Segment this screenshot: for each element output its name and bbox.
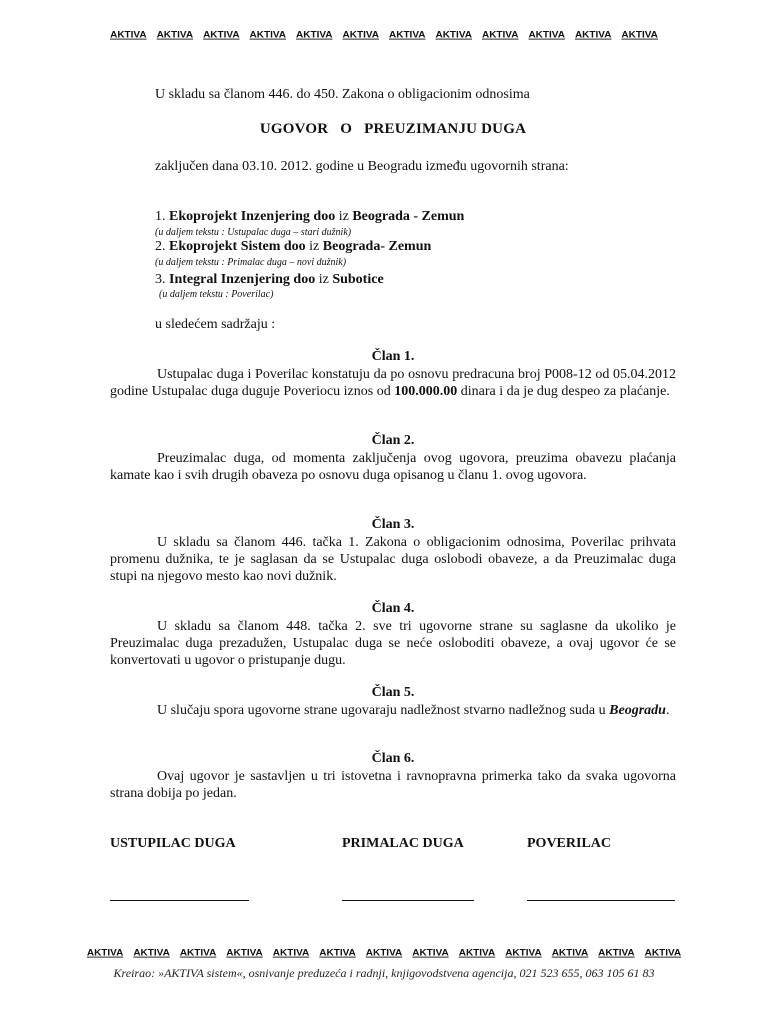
article-text: dinara i da je dug despeo za plaćanje.: [457, 384, 670, 399]
aktiva-logo: AKTIVA: [528, 30, 565, 41]
aktiva-logo: AKTIVA: [110, 30, 147, 41]
aktiva-logo: AKTIVA: [272, 948, 310, 959]
aktiva-logo: AKTIVA: [203, 30, 240, 41]
article-3-heading: Član 3.: [371, 517, 415, 532]
document-title: [110, 121, 676, 138]
concluded-statement: zaključen dana 03.10. 2012. godine u Beogradu između ugovornih strana:: [155, 159, 569, 174]
party-city: Beograda - Zemun: [352, 209, 465, 224]
article-6-heading: Član 6.: [371, 751, 415, 766]
party-city: Subotice: [332, 272, 384, 287]
footer-credit: Kreirao: »AKTIVA sistem«, osnivanje preduzeća i radnji, knjigovodstvena agencija, 021 523 655, 063 105 61 83: [113, 966, 655, 980]
aktiva-logo: AKTIVA: [133, 948, 170, 959]
legal-basis-intro: U skladu sa članom 446. do 450. Zakona o obligacionim odnosima: [155, 87, 530, 102]
article-text: U slučaju spora ugovorne strane ugovaraju nadležnost stvarno nadležnog suda u: [157, 703, 610, 718]
party-3: [155, 272, 721, 288]
article-5-body: [110, 702, 676, 719]
header-logo-row: [0, 30, 768, 41]
article-2-body: Preuzimalac duga, od momenta zaključenja ovog ugovora, preuzima obavezu plaćanja kamate kao i svih drugih obaveza po osnovu duga opisanog u članu 1. ovog ugovora.: [110, 451, 676, 483]
party-1: [155, 209, 721, 225]
party-number: 1.: [155, 209, 166, 224]
title-word: UGOVOR: [259, 121, 329, 137]
article-1-body: [110, 366, 676, 400]
aktiva-logo: AKTIVA: [179, 948, 217, 959]
aktiva-logo: AKTIVA: [574, 30, 612, 41]
aktiva-logo: AKTIVA: [598, 948, 635, 959]
aktiva-logo: AKTIVA: [435, 30, 472, 41]
aktiva-logo: AKTIVA: [226, 948, 263, 959]
footer-logo-row: [0, 948, 768, 959]
aktiva-logo: AKTIVA: [621, 30, 658, 41]
aktiva-logo: AKTIVA: [296, 30, 333, 41]
party-from: iz: [309, 239, 320, 254]
article-5-heading: Član 5.: [371, 685, 415, 700]
aktiva-logo: AKTIVA: [644, 948, 682, 959]
party-name: Integral Inzenjering doo: [169, 272, 316, 287]
party-from: iz: [338, 209, 349, 224]
court-city: Beogradu: [609, 703, 666, 718]
party-3-note: (u daljem tekstu : Poverilac): [159, 289, 274, 300]
aktiva-logo: AKTIVA: [365, 948, 403, 959]
party-2-note: (u daljem tekstu : Primalac duga – novi dužnik): [155, 257, 347, 268]
content-intro: u sledećem sadržaju :: [155, 317, 276, 332]
party-name: Ekoprojekt Sistem doo: [169, 239, 306, 254]
party-from: iz: [318, 272, 329, 287]
aktiva-logo: AKTIVA: [458, 948, 496, 959]
article-text: Ustupalac duga i Poverilac konstatuju da po osnovu predracuna broj P008-12 od 05.04.2012 godine Ustupalac duga duguje Poveriocu iznos od: [110, 367, 676, 399]
article-4-body: U skladu sa članom 448. tačka 2. sve tri ugovorne strane su saglasne da ukoliko je Preuzimalac duga prezadužen, Ustupalac duga se neće osloboditi obaveze, a ovaj ugovor će se konvertovati u ugovor o pristupanje dugu.: [110, 619, 676, 668]
aktiva-logo: AKTIVA: [342, 30, 379, 41]
aktiva-logo: AKTIVA: [156, 30, 194, 41]
signature-label-primalac: PRIMALAC DUGA: [342, 836, 464, 851]
article-6-body: Ovaj ugovor je sastavljen u tri istovetna i ravnopravna primerka tako da svaka ugovorna strana dobija po jedan.: [110, 769, 676, 801]
aktiva-logo: AKTIVA: [551, 948, 589, 959]
signature-label-poverilac: POVERILAC: [527, 836, 612, 851]
signature-line-primalac: [342, 900, 474, 901]
party-name: Ekoprojekt Inzenjering doo: [169, 209, 336, 224]
signature-line-poverilac: [527, 900, 675, 901]
aktiva-logo: AKTIVA: [249, 30, 287, 41]
title-word: PREUZIMANJU DUGA: [364, 121, 527, 137]
party-1-note: (u daljem tekstu : Ustupalac duga – stari dužnik): [155, 227, 352, 238]
aktiva-logo: AKTIVA: [412, 948, 449, 959]
aktiva-logo: AKTIVA: [319, 948, 356, 959]
article-4-heading: Član 4.: [371, 601, 415, 616]
article-1-heading: Član 1.: [371, 349, 415, 364]
party-number: 3.: [155, 272, 166, 287]
signature-line-ustupilac: [110, 900, 249, 901]
article-3-body: U skladu sa članom 446. tačka 1. Zakona o obligacionim odnosima, Poverilac prihvata promenu dužnika, te je saglasan da se Ustupalac duga oslobodi obaveze, a da Preuzimalac duga stupi na njegovo mesto kao novi dužnik.: [110, 535, 676, 584]
signature-label-ustupilac: USTUPILAC DUGA: [110, 836, 236, 851]
party-2: [155, 239, 721, 255]
aktiva-logo: AKTIVA: [86, 948, 124, 959]
party-number: 2.: [155, 239, 166, 254]
aktiva-logo: AKTIVA: [481, 30, 519, 41]
aktiva-logo: AKTIVA: [389, 30, 426, 41]
article-text: .: [665, 703, 670, 718]
party-city: Beograda- Zemun: [322, 239, 432, 254]
title-word: O: [340, 121, 353, 137]
debt-amount: 100.000.00: [394, 384, 458, 399]
article-2-heading: Član 2.: [371, 433, 415, 448]
aktiva-logo: AKTIVA: [505, 948, 542, 959]
